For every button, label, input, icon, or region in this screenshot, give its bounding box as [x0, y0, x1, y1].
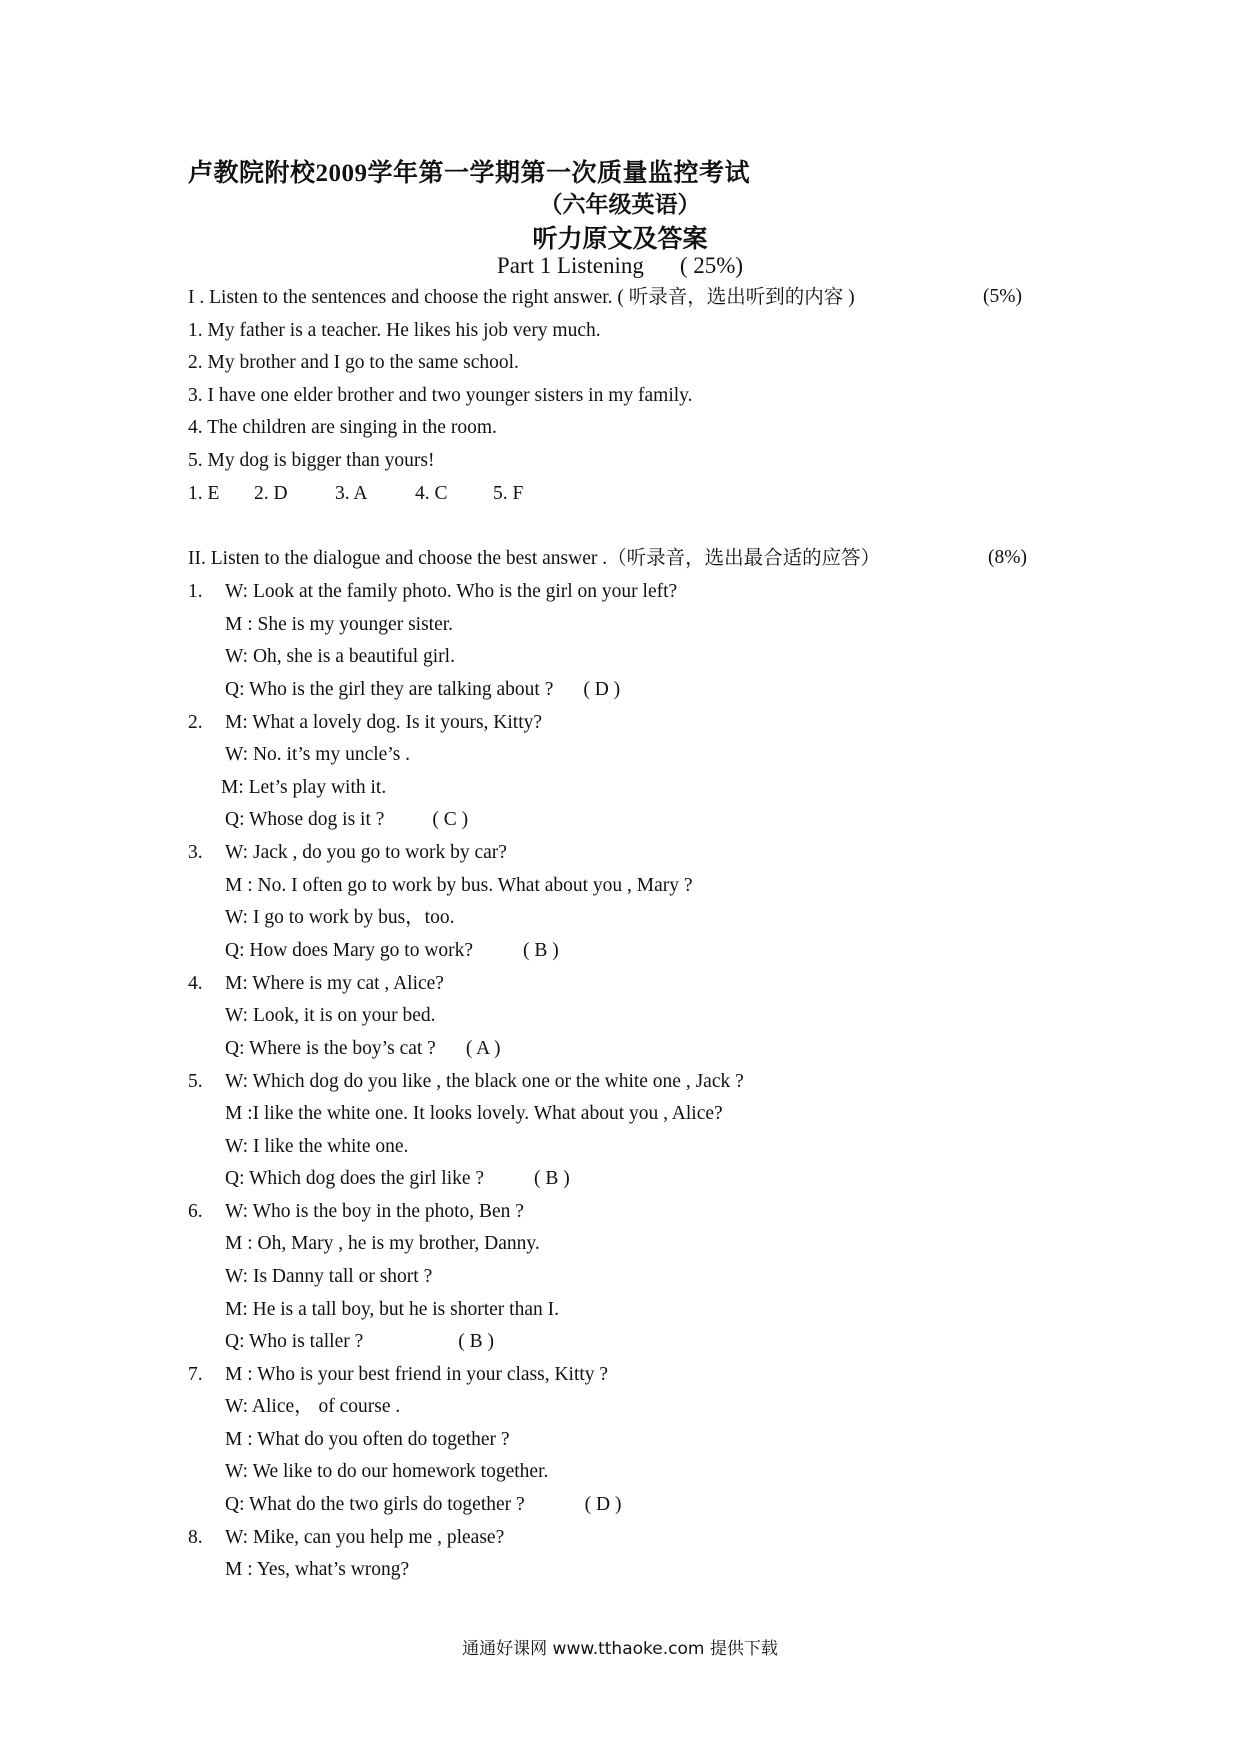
section1-answers	[188, 482, 523, 506]
answer-key: ( C )	[432, 809, 469, 830]
dialogue-question	[225, 678, 620, 702]
sentence: 2. My brother and I go to the same school.	[188, 352, 519, 373]
question-text: Q: Which dog does the girl like ?	[225, 1168, 485, 1189]
dialogue-line: M : Yes, what’s wrong?	[225, 1559, 410, 1580]
dialogue-question	[225, 808, 468, 832]
question-text: Q: Whose dog is it ?	[225, 809, 385, 830]
dialogue-line: W: Who is the boy in the photo, Ben ?	[225, 1201, 524, 1222]
dialogue-line: M: He is a tall boy, but he is shorter than I.	[225, 1299, 559, 1320]
part-percent: ( 25%)	[679, 253, 744, 278]
dialogue-number: 3.	[188, 842, 203, 863]
answer-key: 5. F	[493, 483, 524, 504]
sentence: 4. The children are singing in the room.	[188, 417, 497, 438]
dialogue-line: M : What do you often do together ?	[225, 1429, 510, 1450]
dialogue-number: 8.	[188, 1527, 203, 1548]
answer-key: ( D )	[583, 679, 621, 700]
sentence: 5. My dog is bigger than yours!	[188, 450, 435, 471]
dialogue-number: 6.	[188, 1201, 203, 1222]
dialogue-number: 1.	[188, 581, 203, 602]
section1-heading: I . Listen to the sentences and choose the right answer. ( 听录音，选出听到的内容 )	[188, 287, 855, 308]
dialogue-number: 7.	[188, 1364, 203, 1385]
dialogue-line: W: We like to do our homework together.	[225, 1461, 549, 1482]
dialogue-line: W: Jack , do you go to work by car?	[225, 842, 507, 863]
section2-score: (8%)	[988, 547, 1027, 568]
dialogue-line: M: Let’s play with it.	[221, 777, 387, 798]
exam-subtitle: （六年级英语）	[539, 192, 701, 217]
exam-title: 卢教院附校2009学年第一学期第一次质量监控考试	[188, 160, 751, 187]
dialogue-line: M : Oh, Mary , he is my brother, Danny.	[225, 1233, 540, 1254]
dialogue-line: M : She is my younger sister.	[225, 614, 454, 635]
dialogue-question	[225, 939, 559, 963]
dialogue-line: W: No. it’s my uncle’s .	[225, 744, 411, 765]
answer-key: 4. C	[415, 483, 448, 504]
dialogue-line: W: I go to work by bus，too.	[225, 907, 455, 928]
dialogue-question	[225, 1330, 494, 1354]
section1-score: (5%)	[983, 286, 1022, 307]
sentence: 3. I have one elder brother and two younger sisters in my family.	[188, 385, 693, 406]
answer-key: 1. E	[188, 483, 220, 504]
dialogue-question	[225, 1167, 570, 1191]
dialogue-line: W: Look at the family photo. Who is the girl on your left?	[225, 581, 678, 602]
dialogue-number: 2.	[188, 712, 203, 733]
answer-key: 3. A	[335, 483, 368, 504]
dialogue-line: W: Mike, can you help me , please?	[225, 1527, 505, 1548]
dialogue-question	[225, 1037, 501, 1061]
question-text: Q: Who is taller ?	[225, 1331, 364, 1352]
question-text: Q: Where is the boy’s cat ?	[225, 1038, 436, 1059]
sentence: 1. My father is a teacher. He likes his job very much.	[188, 320, 601, 341]
page-footer: 通通好课网 www.tthaoke.com 提供下载	[462, 1639, 778, 1659]
part-heading	[0, 253, 1240, 279]
dialogue-line: W: I like the white one.	[225, 1136, 409, 1157]
question-text: Q: Who is the girl they are talking about ?	[225, 679, 554, 700]
answer-key: ( B )	[458, 1331, 495, 1352]
dialogue-line: W: Is Danny tall or short ?	[225, 1266, 433, 1287]
part-label: Part 1 Listening	[496, 253, 644, 278]
section2-heading: II. Listen to the dialogue and choose the best answer .（听录音，选出最合适的应答）	[188, 548, 881, 569]
dialogue-number: 5.	[188, 1071, 203, 1092]
dialogue-line: W: Which dog do you like , the black one or the white one , Jack ?	[225, 1071, 744, 1092]
answer-key: ( A )	[465, 1038, 501, 1059]
document-title: 听力原文及答案	[532, 226, 708, 253]
answer-key: 2. D	[254, 483, 288, 504]
answer-key: ( B )	[534, 1168, 570, 1189]
dialogue-line: M :I like the white one. It looks lovely. What about you , Alice?	[225, 1103, 723, 1124]
dialogue-line: W: Alice， of course .	[225, 1396, 401, 1417]
dialogue-line: M : Who is your best friend in your class, Kitty ?	[225, 1364, 609, 1385]
question-text: Q: What do the two girls do together ?	[225, 1494, 525, 1515]
dialogue-number: 4.	[188, 973, 203, 994]
question-text: Q: How does Mary go to work?	[225, 940, 474, 961]
dialogue-line: W: Look, it is on your bed.	[225, 1005, 436, 1026]
dialogue-line: W: Oh, she is a beautiful girl.	[225, 646, 455, 667]
answer-key: ( D )	[584, 1494, 622, 1515]
dialogue-question	[225, 1493, 622, 1517]
dialogue-line: M: Where is my cat , Alice?	[225, 973, 444, 994]
dialogue-line: M: What a lovely dog. Is it yours, Kitty?	[225, 712, 543, 733]
answer-key: ( B )	[523, 940, 559, 961]
dialogue-line: M : No. I often go to work by bus. What about you , Mary ?	[225, 875, 693, 896]
